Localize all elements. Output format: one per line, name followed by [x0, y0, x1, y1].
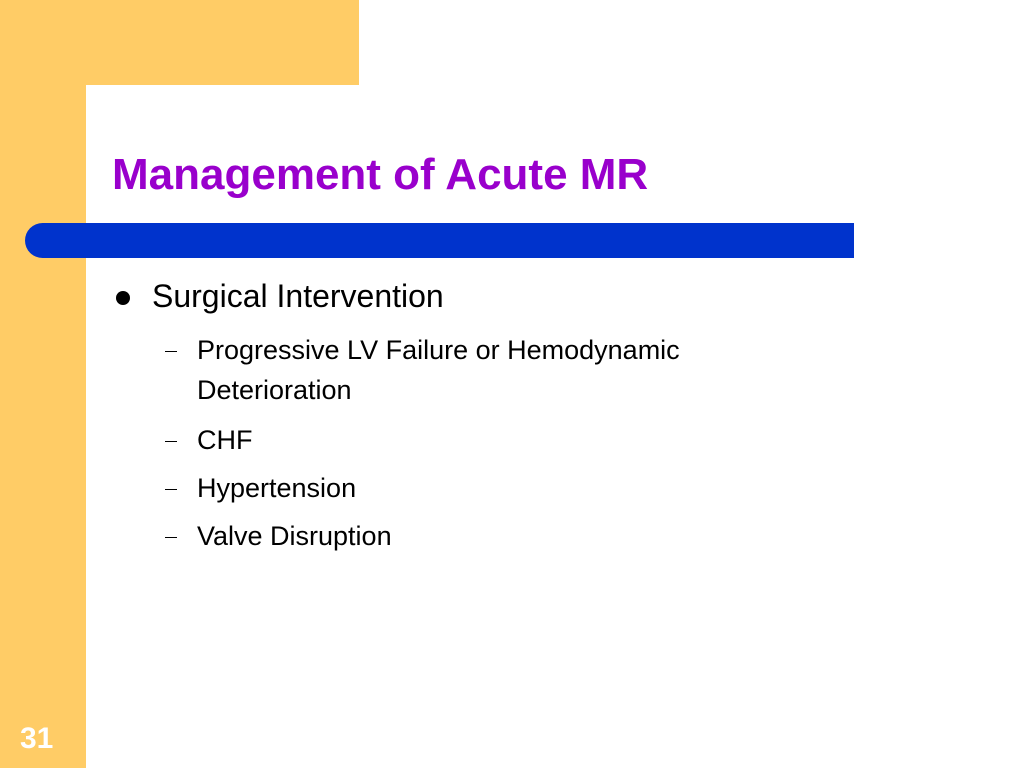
slide-title: Management of Acute MR: [112, 150, 649, 199]
sub-bullet-text: CHF: [197, 425, 253, 455]
left-decorative-band: [0, 0, 86, 768]
dash-icon: [165, 489, 177, 490]
dash-icon: [165, 441, 177, 442]
decorative-corner: [86, 85, 126, 125]
sub-bullet-item: [165, 420, 253, 460]
bullet-dot-icon: [116, 291, 130, 305]
sub-bullet-item: [165, 468, 356, 508]
sub-bullet-text: Hypertension: [197, 473, 357, 503]
bullet-text: Surgical Intervention: [152, 278, 444, 314]
dash-icon: [165, 537, 177, 538]
title-underline-bar: [25, 223, 854, 258]
dash-icon: [165, 351, 177, 352]
page-number: 31: [20, 722, 54, 755]
sub-bullet-text: Progressive LV Failure or Hemodynamic Deterioration: [197, 335, 680, 405]
sub-bullet-item: [165, 516, 392, 556]
sub-bullet-item: [165, 330, 837, 410]
bullet-item: [116, 276, 444, 316]
top-decorative-band: [0, 0, 359, 85]
sub-bullet-text: Valve Disruption: [197, 521, 392, 551]
